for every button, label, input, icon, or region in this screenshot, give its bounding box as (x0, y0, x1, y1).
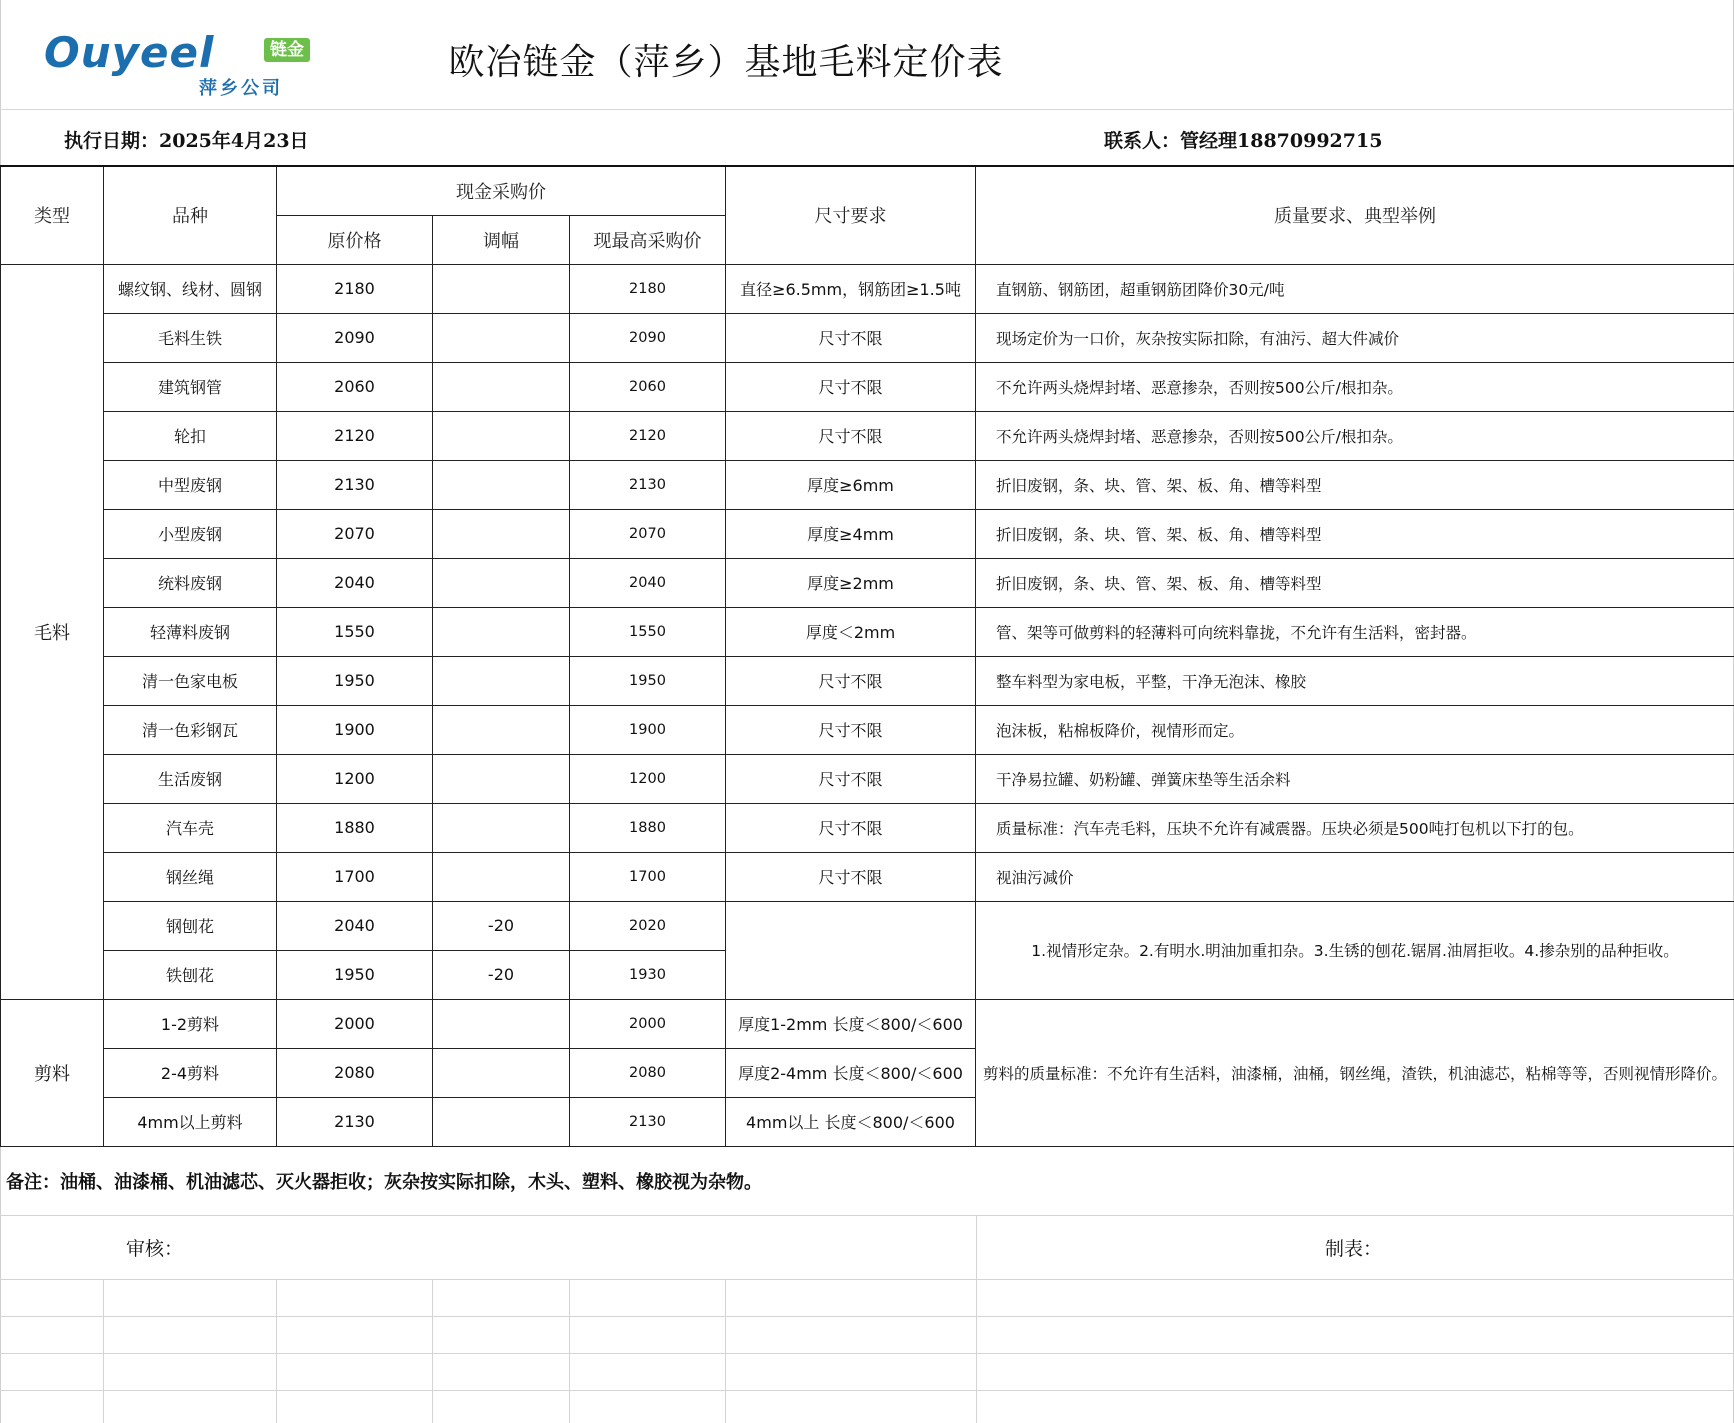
grid-line (0, 1353, 1734, 1354)
current-price-cell: 2040 (570, 558, 726, 607)
table-row (1, 999, 1734, 1048)
current-price-cell: 2060 (570, 362, 726, 411)
current-price-cell: 2090 (570, 313, 726, 362)
current-price-cell: 2130 (570, 1097, 726, 1146)
current-price-cell: 1930 (570, 950, 726, 999)
quality-cell: 不允许两头烧焊封堵、恶意掺杂，否则按500公斤/根扣杂。 (976, 362, 1734, 411)
size-cell: 尺寸不限 (726, 852, 976, 901)
variety-cell: 中型废钢 (104, 460, 277, 509)
orig-price-cell: 1880 (277, 803, 433, 852)
quality-cell: 折旧废钢，条、块、管、架、板、角、槽等料型 (976, 558, 1734, 607)
size-cell: 尺寸不限 (726, 362, 976, 411)
execution-date: 执行日期：2025年4月23日 (64, 130, 309, 152)
grid-line (432, 1279, 433, 1423)
adjust-cell (433, 607, 570, 656)
variety-cell: 建筑钢管 (104, 362, 277, 411)
size-cell: 尺寸不限 (726, 705, 976, 754)
info-bar (0, 110, 1734, 165)
variety-cell: 生活废钢 (104, 754, 277, 803)
orig-price-cell: 2040 (277, 901, 433, 950)
header-current-max: 现最高采购价 (570, 215, 726, 264)
grid-line (103, 1279, 104, 1423)
grid-line (0, 1316, 1734, 1317)
page-title-text: 欧冶链金（萍乡）基地毛料定价表 (448, 42, 1004, 83)
adjust-cell (433, 656, 570, 705)
size-cell: 尺寸不限 (726, 754, 976, 803)
adjust-cell (433, 509, 570, 558)
signature-area (0, 1215, 1734, 1423)
adjust-cell (433, 362, 570, 411)
header-size: 尺寸要求 (726, 166, 976, 264)
shavings-quality-cell: 1.视情形定杂。2.有明水.明油加重扣杂。3.生锈的刨花.锯屑.油屑拒收。4.掺杂别的品种拒收。 (976, 901, 1734, 999)
orig-price-cell: 1700 (277, 852, 433, 901)
quality-cell: 折旧废钢，条、块、管、架、板、角、槽等料型 (976, 509, 1734, 558)
adjust-cell (433, 852, 570, 901)
adjust-cell (433, 313, 570, 362)
variety-cell: 清一色家电板 (104, 656, 277, 705)
size-cell: 尺寸不限 (726, 656, 976, 705)
grid-line (0, 1279, 1734, 1280)
current-price-cell: 1200 (570, 754, 726, 803)
variety-cell: 2-4剪料 (104, 1048, 277, 1097)
variety-cell: 轮扣 (104, 411, 277, 460)
orig-price-cell: 2130 (277, 1097, 433, 1146)
current-price-cell: 1880 (570, 803, 726, 852)
orig-price-cell: 2070 (277, 509, 433, 558)
size-cell: 厚度≥2mm (726, 558, 976, 607)
adjust-cell (433, 264, 570, 313)
table-row (1, 705, 1734, 754)
adjust-cell: -20 (433, 901, 570, 950)
table-row (1, 901, 1734, 950)
orig-price-cell: 2130 (277, 460, 433, 509)
current-price-cell: 2080 (570, 1048, 726, 1097)
orig-price-cell: 1950 (277, 656, 433, 705)
quality-cell: 整车料型为家电板，平整，干净无泡沫、橡胶 (976, 656, 1734, 705)
variety-cell: 铁刨花 (104, 950, 277, 999)
maker-label: 制表： (1325, 1238, 1383, 1260)
audit-label: 审核： (126, 1238, 184, 1260)
table-row (1, 460, 1734, 509)
quality-cell: 直钢筋、钢筋团，超重钢筋团降价30元/吨 (976, 264, 1734, 313)
adjust-cell (433, 558, 570, 607)
current-price-cell: 2120 (570, 411, 726, 460)
orig-price-cell: 2080 (277, 1048, 433, 1097)
size-cell: 厚度1-2mm 长度＜800/＜600 (726, 999, 976, 1048)
adjust-cell: -20 (433, 950, 570, 999)
header-variety: 品种 (104, 166, 277, 264)
page-title (0, 34, 1734, 85)
table-row (1, 803, 1734, 852)
shear-quality-cell: 剪料的质量标准：不允许有生活料，油漆桶，油桶，钢丝绳，渣铁，机油滤芯，粘棉等等，否则视情形降价。 (976, 999, 1734, 1146)
variety-cell: 毛料生铁 (104, 313, 277, 362)
size-cell: 尺寸不限 (726, 313, 976, 362)
current-price-cell: 2000 (570, 999, 726, 1048)
header-orig-price: 原价格 (277, 215, 433, 264)
current-price-cell: 2180 (570, 264, 726, 313)
variety-cell: 统料废钢 (104, 558, 277, 607)
current-price-cell: 1950 (570, 656, 726, 705)
quality-cell: 不允许两头烧焊封堵、恶意掺杂，否则按500公斤/根扣杂。 (976, 411, 1734, 460)
adjust-cell (433, 705, 570, 754)
contact-person: 联系人：管经理18870992715 (1104, 130, 1383, 152)
quality-cell: 视油污减价 (976, 852, 1734, 901)
sheet-header (0, 0, 1734, 110)
current-price-cell: 2130 (570, 460, 726, 509)
grid-line (276, 1279, 277, 1423)
size-cell: 直径≥6.5mm，钢筋团≥1.5吨 (726, 264, 976, 313)
size-cell: 厚度≥4mm (726, 509, 976, 558)
variety-cell: 钢刨花 (104, 901, 277, 950)
orig-price-cell: 2180 (277, 264, 433, 313)
category-cell: 毛料 (1, 264, 104, 999)
table-row (1, 852, 1734, 901)
logo-badge: 链金 (264, 38, 310, 62)
adjust-cell (433, 754, 570, 803)
price-table (0, 165, 1734, 1147)
variety-cell: 4mm以上剪料 (104, 1097, 277, 1146)
variety-cell: 小型废钢 (104, 509, 277, 558)
current-price-cell: 1900 (570, 705, 726, 754)
orig-price-cell: 2040 (277, 558, 433, 607)
orig-price-cell: 2120 (277, 411, 433, 460)
current-price-cell: 2070 (570, 509, 726, 558)
grid-line (0, 1390, 1734, 1391)
table-row (1, 607, 1734, 656)
orig-price-cell: 2000 (277, 999, 433, 1048)
table-row (1, 362, 1734, 411)
quality-cell: 折旧废钢，条、块、管、架、板、角、槽等料型 (976, 460, 1734, 509)
grid-line (569, 1279, 570, 1423)
adjust-cell (433, 411, 570, 460)
table-row (1, 313, 1734, 362)
adjust-cell (433, 999, 570, 1048)
orig-price-cell: 1900 (277, 705, 433, 754)
size-cell: 4mm以上 长度＜800/＜600 (726, 1097, 976, 1146)
table-row (1, 558, 1734, 607)
orig-price-cell: 1550 (277, 607, 433, 656)
orig-price-cell: 2060 (277, 362, 433, 411)
adjust-cell (433, 1048, 570, 1097)
variety-cell: 钢丝绳 (104, 852, 277, 901)
current-price-cell: 1550 (570, 607, 726, 656)
size-cell-empty (726, 901, 976, 999)
variety-cell: 1-2剪料 (104, 999, 277, 1048)
variety-cell: 轻薄料废钢 (104, 607, 277, 656)
table-row (1, 656, 1734, 705)
remark-note: 备注：油桶、油漆桶、机油滤芯、灭火器拒收；灰杂按实际扣除，木头、塑料、橡胶视为杂物。 (6, 1172, 762, 1193)
size-cell: 厚度＜2mm (726, 607, 976, 656)
orig-price-cell: 1950 (277, 950, 433, 999)
header-cash-price: 现金采购价 (277, 166, 726, 215)
header-quality: 质量要求、典型举例 (976, 166, 1734, 264)
quality-cell: 现场定价为一口价，灰杂按实际扣除，有油污、超大件减价 (976, 313, 1734, 362)
size-cell: 厚度≥6mm (726, 460, 976, 509)
table-row (1, 754, 1734, 803)
quality-cell: 管、架等可做剪料的轻薄料可向统料靠拢，不允许有生活料，密封器。 (976, 607, 1734, 656)
table-row (1, 264, 1734, 313)
grid-line (725, 1279, 726, 1423)
quality-cell: 质量标准：汽车壳毛料，压块不允许有减震器。压块必须是500吨打包机以下打的包。 (976, 803, 1734, 852)
adjust-cell (433, 803, 570, 852)
adjust-cell (433, 460, 570, 509)
orig-price-cell: 2090 (277, 313, 433, 362)
header-type: 类型 (1, 166, 104, 264)
grid-line (0, 1215, 1734, 1216)
header-adjust: 调幅 (433, 215, 570, 264)
category-cell: 剪料 (1, 999, 104, 1146)
table-row (1, 509, 1734, 558)
logo-wordmark: Ouyeel (44, 28, 215, 77)
size-cell: 厚度2-4mm 长度＜800/＜600 (726, 1048, 976, 1097)
variety-cell: 清一色彩钢瓦 (104, 705, 277, 754)
quality-cell: 干净易拉罐、奶粉罐、弹簧床垫等生活余料 (976, 754, 1734, 803)
grid-line (976, 1215, 977, 1423)
adjust-cell (433, 1097, 570, 1146)
logo-subtitle: 萍乡公司 (199, 78, 283, 99)
quality-cell: 泡沫板，粘棉板降价，视情形而定。 (976, 705, 1734, 754)
size-cell: 尺寸不限 (726, 803, 976, 852)
table-row (1, 411, 1734, 460)
variety-cell: 汽车壳 (104, 803, 277, 852)
orig-price-cell: 1200 (277, 754, 433, 803)
size-cell: 尺寸不限 (726, 411, 976, 460)
current-price-cell: 1700 (570, 852, 726, 901)
variety-cell: 螺纹钢、线材、圆钢 (104, 264, 277, 313)
current-price-cell: 2020 (570, 901, 726, 950)
